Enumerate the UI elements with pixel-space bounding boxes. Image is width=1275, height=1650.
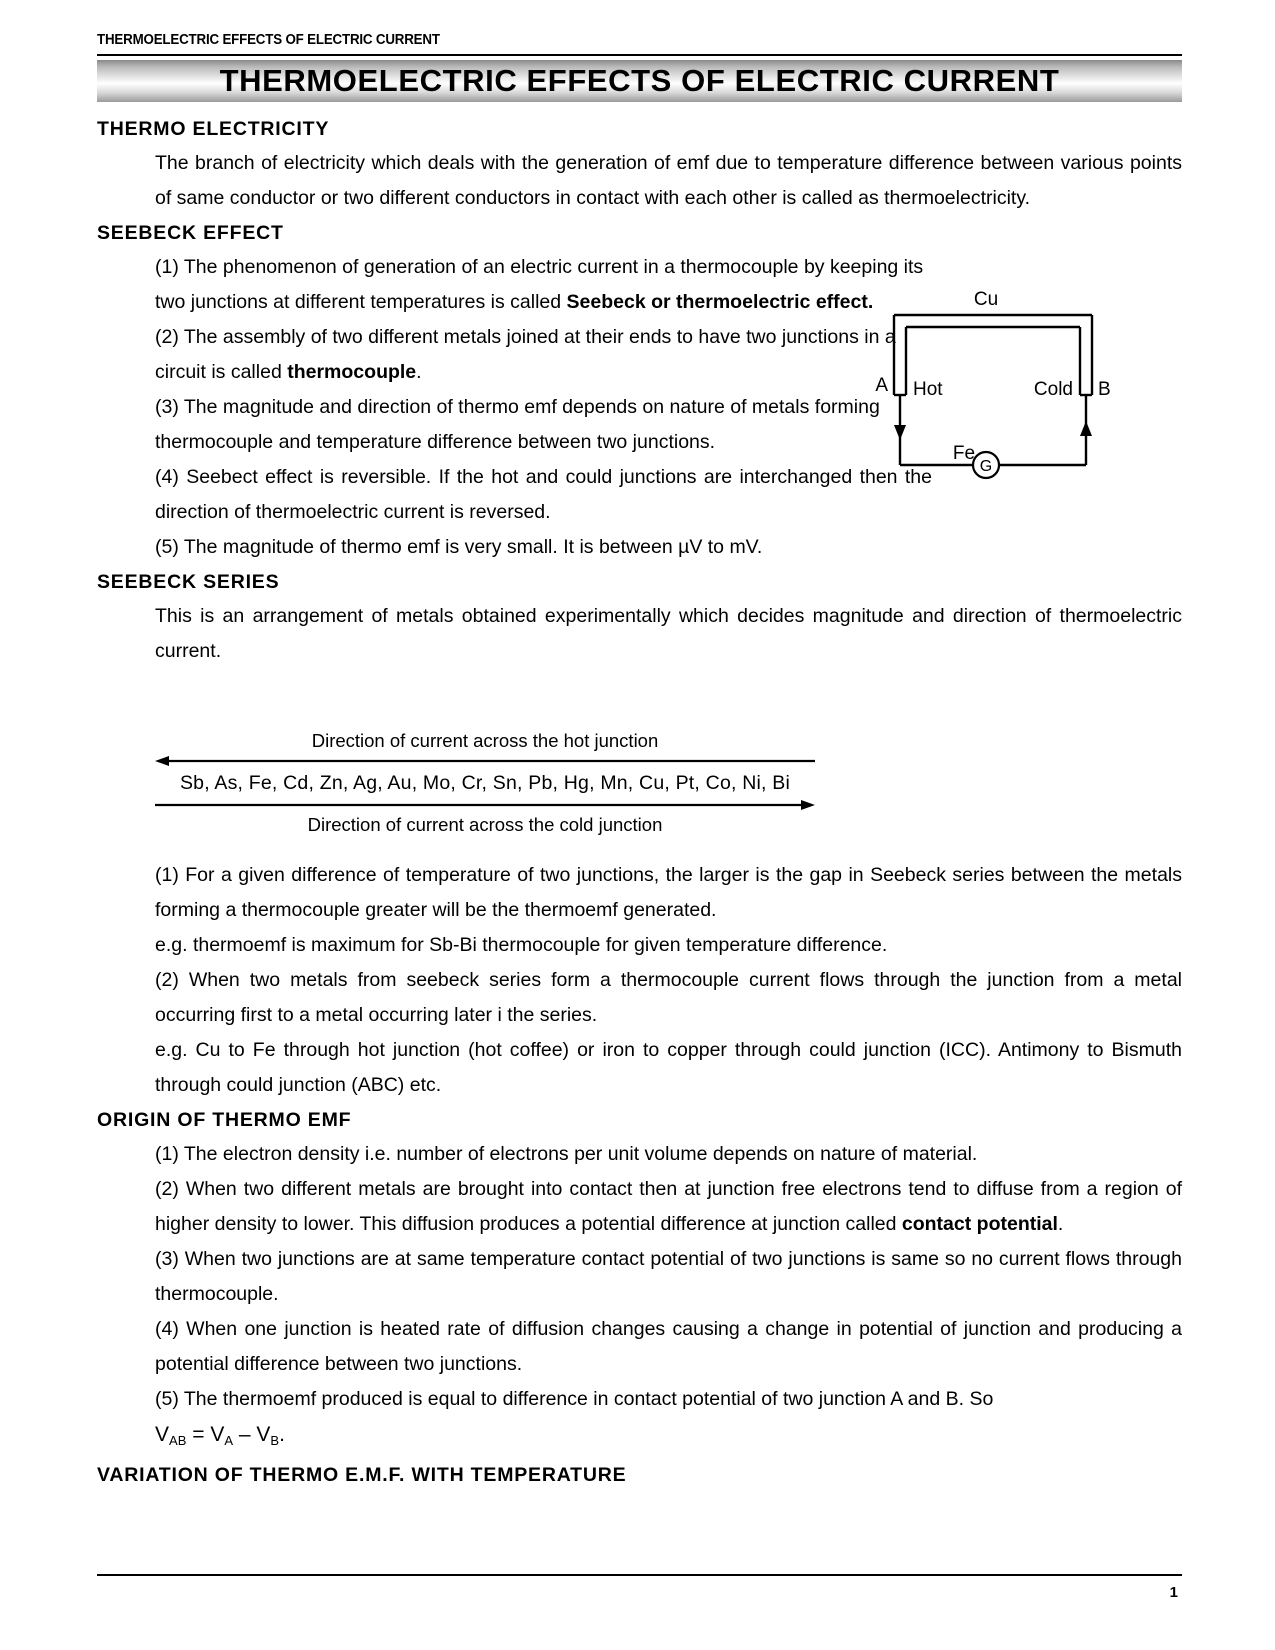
series-arrow-left-icon <box>155 754 815 768</box>
para-seebeck-1-bold: Seebeck or thermoelectric effect. <box>566 291 874 313</box>
formula-sub-a: A <box>224 1432 234 1448</box>
label-a: A <box>875 375 888 396</box>
page-number: 1 <box>1169 1584 1178 1601</box>
seebeck-series-metals: Sb, As, Fe, Cd, Zn, Ag, Au, Mo, Cr, Sn, Pb, Hg, Mn, Cu, Pt, Co, Ni, Bi <box>179 772 791 794</box>
series-caption-cold: Direction of current across the cold junction <box>307 814 663 835</box>
header-rule <box>97 54 1182 56</box>
para-origin-2-text: (2) When two different metals are brought into contact then at junction free electrons tend to diffuse from a region of higher density to lower. This diffusion produces a potential difference at junction called <box>155 1178 1182 1235</box>
para-seebeck-2-bold: thermocouple <box>287 361 417 383</box>
label-cu: Cu <box>973 289 999 310</box>
series-arrow-right-icon <box>155 798 815 812</box>
formula-sub-ab: AB <box>169 1432 187 1448</box>
label-b: B <box>1098 379 1111 400</box>
formula-v3: V <box>256 1423 271 1446</box>
heading-seebeck-effect: SEEBECK EFFECT <box>97 222 284 244</box>
label-hot: Hot <box>913 379 943 400</box>
formula-eq: = <box>186 1423 211 1446</box>
para-series-1: (1) For a given difference of temperature of two junctions, the larger is the gap in Seebeck series between the metals forming a thermocouple greater will be the thermoemf generated. <box>155 864 1182 921</box>
heading-variation: VARIATION OF THERMO E.M.F. WITH TEMPERATURE <box>97 1463 627 1486</box>
para-series-2: (2) When two metals from seebeck series form a thermocouple current flows through the junction from a metal occurring first to a metal occurring later i the series. <box>155 969 1182 1026</box>
series-arrow-hot-row <box>155 754 815 768</box>
label-cold: Cold <box>1033 379 1073 400</box>
para-thermo-electricity: The branch of electricity which deals with the generation of emf due to temperature difference between various points of same conductor or two different conductors in contact with each other is called as thermoelectricity. <box>155 152 1182 209</box>
current-arrow-up-icon <box>1080 421 1092 436</box>
para-seebeck-series-intro: This is an arrangement of metals obtained experimentally which decides magnitude and direction of thermoelectric current. <box>155 605 1182 662</box>
seebeck-series-diagram <box>155 728 815 838</box>
para-origin-4: (4) When one junction is heated rate of diffusion changes causing a change in potential of junction and producing a potential difference between two junctions. <box>155 1318 1182 1375</box>
formula-sub-b: B <box>270 1432 280 1448</box>
formula-v2: V <box>210 1423 225 1446</box>
page-title: THERMOELECTRIC EFFECTS OF ELECTRIC CURRENT <box>219 63 1060 98</box>
para-series-1-example: e.g. thermoemf is maximum for Sb-Bi thermocouple for given temperature difference. <box>155 934 888 956</box>
para-seebeck-1-text: (1) The phenomenon of generation of an electric current in a thermocouple by keeping its two junctions at different temperatures is called <box>155 256 924 313</box>
heading-thermo-electricity: THERMO ELECTRICITY <box>97 118 330 140</box>
heading-seebeck-series: SEEBECK SERIES <box>97 571 280 593</box>
para-origin-2-tail: . <box>1057 1213 1064 1235</box>
thermocouple-circuit-diagram <box>868 283 1118 488</box>
galvanometer-label: G <box>979 458 993 475</box>
formula-v1: V <box>155 1423 170 1446</box>
para-origin-5: (5) The thermoemf produced is equal to difference in contact potential of two junction A and B. So <box>155 1388 994 1410</box>
current-arrow-down-icon <box>894 425 906 440</box>
circuit-svg <box>868 283 1118 488</box>
title-banner <box>97 60 1182 102</box>
para-origin-1: (1) The electron density i.e. number of electrons per unit volume depends on nature of material. <box>155 1143 978 1165</box>
para-seebeck-2-tail: . <box>416 361 422 383</box>
series-arrow-cold-row <box>155 798 815 812</box>
main-content-lower <box>97 858 1182 1492</box>
para-seebeck-4: (4) Seebect effect is reversible. If the hot and could junctions are interchanged then the direction of thermoelectric current is reversed. <box>155 466 932 523</box>
heading-origin-thermo-emf: ORIGIN OF THERMO EMF <box>97 1109 352 1131</box>
para-series-2-example: e.g. Cu to Fe through hot junction (hot coffee) or iron to copper through could junction (ICC). Antimony to Bismuth through could junction (ABC) etc. <box>155 1039 1182 1096</box>
para-seebeck-2-text: (2) The assembly of two different metals joined at their ends to have two junctions in a circuit is called <box>155 326 896 383</box>
para-seebeck-3: (3) The magnitude and direction of thermo emf depends on nature of metals forming thermocouple and temperature difference between two junctions. <box>155 396 880 453</box>
para-origin-2 <box>97 1172 1182 1242</box>
formula-minus: – <box>233 1423 257 1446</box>
formula-period: . <box>279 1423 285 1446</box>
running-head: THERMOELECTRIC EFFECTS OF ELECTRIC CURRENT <box>97 32 440 48</box>
series-caption-hot: Direction of current across the hot junction <box>311 730 659 751</box>
label-fe: Fe <box>952 443 976 464</box>
para-origin-3: (3) When two junctions are at same temperature contact potential of two junctions is same so no current flows through thermocouple. <box>155 1248 1182 1305</box>
para-origin-2-bold: contact potential <box>901 1213 1058 1235</box>
footer-rule <box>97 1574 1182 1576</box>
para-seebeck-5: (5) The magnitude of thermo emf is very small. It is between µV to mV. <box>155 536 763 558</box>
formula-vab <box>97 1417 1182 1458</box>
